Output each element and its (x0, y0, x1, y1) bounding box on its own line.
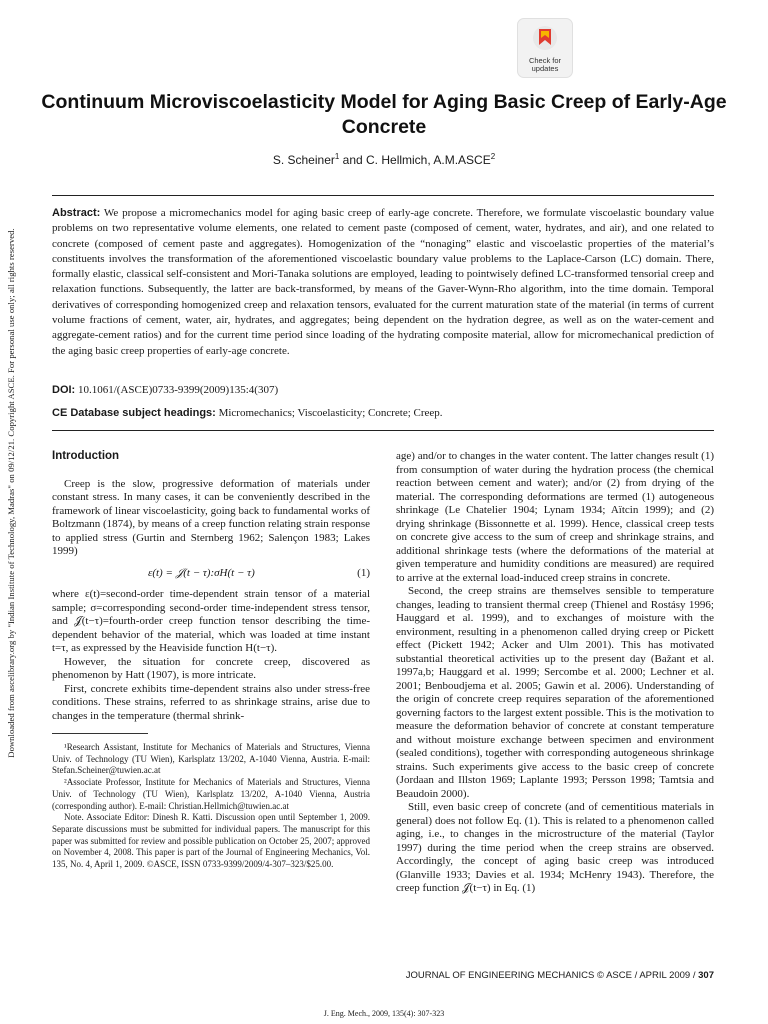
paragraph: First, concrete exhibits time-dependent strains also under stress-free conditions. These strains, referred to as shrinkage strains, arise due to changes in the temperature (thermal shrink- (52, 682, 370, 722)
bookmark-icon (532, 25, 558, 55)
doi-label: DOI: (52, 384, 76, 396)
paragraph: However, the situation for concrete creep, discovered as phenomenon by Hatt (1907), is more intricate. (52, 655, 370, 681)
badge-line1: Check for (528, 56, 562, 65)
paragraph: where ε(t)=second-order time-dependent strain tensor of a material sample; σ=corresponding second-order time-independent stress tensor, and 𝒥(t−τ)=fourth-order creep function tensor describing the time-dependent behavior of the material, which was loaded at time instant t=τ, as expressed by the Heaviside function H(t−τ). (52, 588, 370, 654)
equation-body: ε(t) = 𝒥(t − τ):σH(t − τ) (148, 566, 255, 579)
citation-line: J. Eng. Mech., 2009, 135(4): 307-323 (323, 1009, 445, 1018)
subject-headings-value: Micromechanics; Viscoelasticity; Concrete; Creep. (218, 407, 443, 419)
section-heading: Introduction (52, 450, 120, 462)
equation-number: (1) (357, 566, 370, 579)
abstract (52, 206, 714, 359)
paper-title: Continuum Microviscoelasticity Model for Aging Basic Creep of Early-Age Concrete (41, 91, 727, 138)
running-footer (406, 970, 714, 981)
header-rule (52, 195, 714, 196)
right-column (396, 450, 714, 896)
subject-headings-label: CE Database subject headings: (52, 407, 216, 419)
footnote-rule (52, 733, 148, 734)
footnotes (52, 742, 370, 871)
footnote-1: ¹Research Assistant, Institute for Mechanics of Materials and Structures, Vienna Univ. of Technology (TU Wien), Karlsplatz 13/202, A-1040 Vienna, Austria. E-mail: Stefan.Scheiner@tuwien.ac.at (52, 742, 370, 776)
footnote-note: Note. Associate Editor: Dinesh R. Katti. Discussion open until September 1, 2009. Separate discussions must be submitted for individual papers. The manuscript for this paper was submitted for review and possible publication on October 25, 2007; approved on November 4, 2008. This paper is part of the Journal of Engineering Mechanics, Vol. 135, No. 4, April 1, 2009. ©ASCE, ISSN 0733-9399/2009/4-307–323/$25.00. (52, 812, 370, 870)
running-footer-journal: JOURNAL OF ENGINEERING MECHANICS © ASCE / APRIL 2009 / (405, 970, 699, 981)
author-1-affil: 1 (334, 152, 340, 161)
equation-1 (52, 559, 370, 589)
abstract-rule (52, 430, 714, 431)
author-2-affil: 2 (490, 152, 496, 161)
author-2: and C. Hellmich, A.M.ASCE (339, 153, 491, 167)
doi-line (52, 384, 278, 396)
abstract-label: Abstract: (52, 207, 101, 219)
left-column (52, 450, 370, 871)
paragraph: Second, the creep strains are themselves sensible to temperature changes, leading to transient thermal creep (Thienel and Rostásy 1996; Hauggard et al. 1999), and to exchanges of moisture with the environment, resulting in a phenomenon called drying creep or Pickett effect (Pickett 1942; Acker and Ulm 2001). This has motivated substantial theoretical activities up to the present day (Bažant et al. 1997a,b; Hauggard et al. 1999; Sercombe et al. 2000; Lechner et al. 2001; Benboudjema et al. 2005; Gawin et al. 2006). Understanding of the origin of concrete creep requires separation of the aforementioned governing factors to the largest extent possible. This is the motivation to measure the deformation behavior of concrete at constant temperature and without moisture exchange between specimen and environment (sealed conditions), together with corresponding autogeneous shrinkage strains. Such experiments give access to the basic creep of concrete (Jordaan and Illston 1969; Laplante 1993; Persson 1998; Tamtsia and Beaudoin 2000). (396, 585, 714, 800)
check-for-updates-button[interactable] (517, 18, 573, 78)
page-number: 307 (698, 970, 714, 981)
badge-line2: updates (531, 64, 559, 73)
doi-value[interactable]: 10.1061/(ASCE)0733-9399(2009)135:4(307) (77, 384, 279, 396)
subject-headings (52, 407, 443, 419)
abstract-text: We propose a micromechanics model for aging basic creep of early-age concrete. Therefore, we formulate viscoelastic boundary value problems on two representative volume elements, one related to cement paste (composed of cement, water, hydrates, and air), and one related to concrete (composed of cement paste and aggregates). Homogenization of the “nonaging” elastic and viscoelastic properties of the material’s constituents involves the transformation of the aforementioned viscoelastic boundary value problems to the Laplace-Carson (LC) domain. There, formally elastic, classical self-consistent and Mori-Tanaka solutions are employed, leading to pointwisely defined LC-transformed tensorial creep and relaxation functions. Subsequently, the latter are back-transformed, by means of the Gaver-Wynn-Rho algorithm, into the time domain. Temporal derivatives of corresponding homogenized creep and relaxation tensors, evaluated for the current maturation state of the material (in terms of current volume fractions of cement, water, air, hydrates, and aggregates; being dependent on the hydration degree, as well as on the water-cement and aggregate-cement ratios) and for the current time period since loading of the hydrating composite material, allow for micromechanical prediction of the aging basic creep properties of early-age concrete. (52, 207, 714, 357)
author-1: S. Scheiner (272, 153, 335, 167)
paragraph: Still, even basic creep of concrete (and of cementitious materials in general) does not follow Eq. (1). This is related to a phenomenon called aging, i.e., to changes in the microstructure of the material (Taylor 1997) during the time period when the creep strains are observed. Accordingly, the concept of aging basic creep was introduced (Glanville 1933; Davies et al. 1934; McHenry 1943). Therefore, the creep function 𝒥(t−τ) in Eq. (1) (396, 801, 714, 894)
download-watermark-text: Downloaded from ascelibrary.org by "Indian Institute of Technology, Madras" on 09/12/21. Copyright ASCE. For personal use only; all rights reserved. (6, 228, 16, 758)
paragraph: age) and/or to changes in the water content. The latter changes result (1) from consumption of water during the hydration process (the chemical reaction between cement and water); and/or (2) from drying of the material. The corresponding deformations are termed (1) autogeneous shrinkage (Le Chatelier 1904; Lynam 1934; Aïtcin 1999); and (2) drying shrinkage (Bissonnette et al. 1999). Hence, classical creep tests on concrete give access to the sum of creep and shrinkage strains, and additional shrinkage tests (where the deformations of the material at given temperature and humidity conditions are measured) are required to arrive at the external load-induced creep strains in concrete. (396, 450, 714, 584)
author-line (40, 152, 728, 167)
download-watermark (2, 190, 16, 800)
paragraph: Creep is the slow, progressive deformation of materials under constant stress. In many cases, it can be conveniently described in the framework of linear viscoelasticity, going back to fundamental works of Boltzmann (1874), by means of a creep function relating strain response to applied stress (Gurtin and Sternberg 1962; Salençon 1983; Lakes 1999) (52, 477, 370, 557)
footnote-2: ²Associate Professor, Institute for Mechanics of Materials and Structures, Vienna Univ. of Technology (TU Wien), Karlsplatz 13/202, A-1040 Vienna, Austria (corresponding author). E-mail: Christian.Hellmich@tuwien.ac.at (52, 777, 370, 811)
